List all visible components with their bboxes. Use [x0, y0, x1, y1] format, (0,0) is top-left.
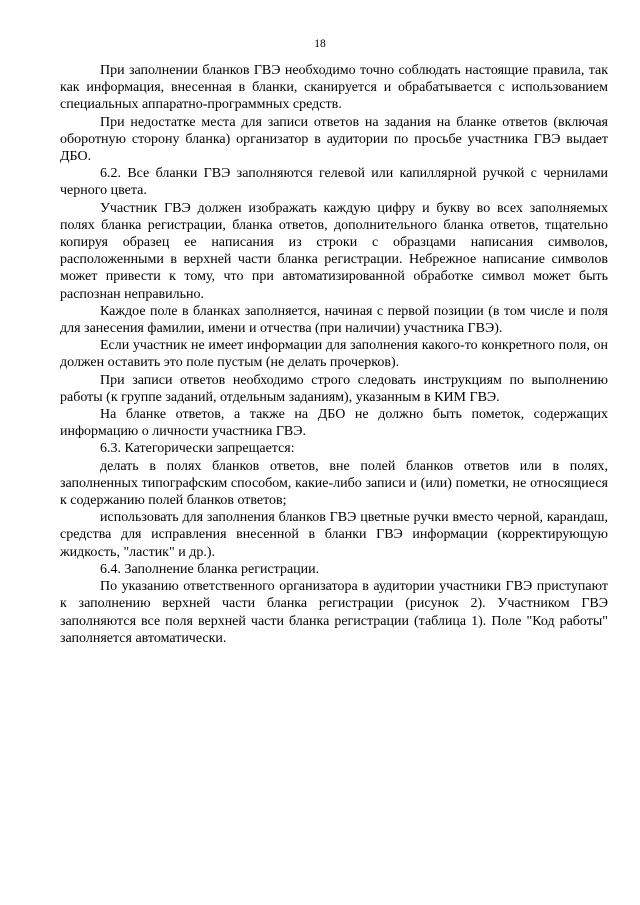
paragraph-section-6-2: 6.2. Все бланки ГВЭ заполняются гелевой или капиллярной ручкой с чернилами черного цвета.	[60, 166, 608, 199]
page-number: 18	[314, 38, 326, 50]
paragraph-no-personal-marks: На бланке ответов, а также на ДБО не должно быть пометок, содержащих информацию о личности участника ГВЭ.	[60, 407, 608, 440]
paragraph-prohibited-pens: использовать для заполнения бланков ГВЭ цветные ручки вместо черной, карандаш, средства для исправления внесенной в бланки ГВЭ информации (корректирующую жидкость, "ластик" и др.).	[60, 510, 608, 560]
paragraph-empty-field: Если участник не имеет информации для заполнения какого-то конкретного поля, он должен оставить это поле пустым (не делать прочерков).	[60, 338, 608, 371]
paragraph-prohibited-marks: делать в полях бланков ответов, вне полей бланков ответов или в полях, заполненных типографским способом, какие-либо записи и (или) пометки, не относящиеся к содержанию полей бланков ответов;	[60, 458, 608, 509]
paragraph-insufficient-space: При недостатке места для записи ответов на задания на бланке ответов (включая оборотную сторону бланка) организатор в аудитории по просьбе участника ГВЭ выдает ДБО.	[60, 114, 608, 165]
paragraph-forms-rules: При заполнении бланков ГВЭ необходимо точно соблюдать настоящие правила, так как информация, внесенная в бланки, сканируется и обрабатывается с использованием специальных аппаратно-программных средств.	[60, 63, 608, 113]
paragraph-follow-instructions: При записи ответов необходимо строго следовать инструкциям по выполнению работы (к группе заданий, отдельным заданиям), указанным в КИМ ГВЭ.	[60, 372, 608, 405]
paragraph-first-position: Каждое поле в бланках заполняется, начиная с первой позиции (в том числе и поля для занесения фамилии, имени и отчества (при наличии) участника ГВЭ).	[60, 303, 608, 337]
document-body	[60, 62, 608, 647]
paragraph-section-6-4: 6.4. Заполнение бланка регистрации.	[100, 561, 320, 577]
paragraph-writing-symbols: Участник ГВЭ должен изображать каждую цифру и букву во всех заполняемых полях бланка регистрации, бланка ответов, дополнительного бланка ответов, тщательно копируя образец ее написания из строки с образцами написания символов, расположенными в верхней части бланка регистрации. Небрежное написание символов может привести к тому, что при автоматизированной обработке символ может быть распознан неправильно.	[60, 200, 608, 302]
paragraph-registration-form: По указанию ответственного организатора в аудитории участники ГВЭ приступают к заполнению верхней части бланка регистрации (рисунок 2). Участником ГВЭ заполняются все поля верхней части бланка регистрации (таблица 1). Поле "Код работы" заполняется автоматически.	[60, 579, 608, 646]
paragraph-section-6-3: 6.3. Категорически запрещается:	[100, 441, 295, 457]
